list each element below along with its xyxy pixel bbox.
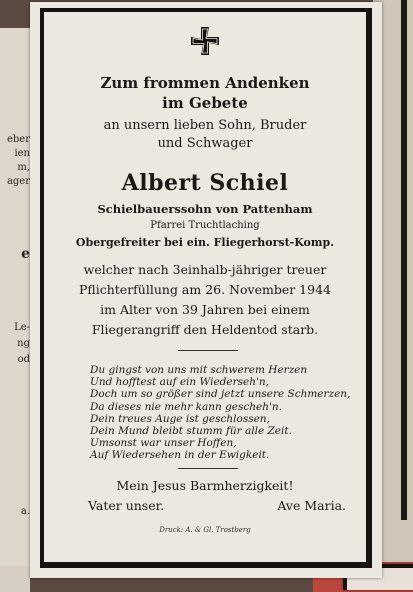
fragment-text: Le- xyxy=(14,322,30,333)
deceased-name: Albert Schiel xyxy=(121,170,289,196)
bio-line-1: welcher nach 3einhalb-jähriger treuer xyxy=(83,262,327,277)
rank-line: Obergefreiter bei ein. Fliegerhorst-Komp. xyxy=(75,236,335,249)
bio-line-2: Pflichterfüllung am 26. November 1944 xyxy=(78,282,331,297)
prayer-line: Mein Jesus Barmherzigkeit! xyxy=(116,478,294,493)
ave-maria-text: Ave Maria. xyxy=(277,498,346,513)
fragment-text: ager xyxy=(6,176,30,187)
vater-unser-text: Vater unser. xyxy=(88,498,165,513)
fragment-text: ien xyxy=(14,148,30,159)
background-card-bottom-left xyxy=(0,566,30,592)
parish-line: Pfarrei Truchtlaching xyxy=(150,220,260,231)
poem-line: Auf Wiedersehen in der Ewigkeit. xyxy=(90,449,270,462)
poem-line: Du gingst von uns mit schwerem Herzen xyxy=(90,364,308,376)
memorial-card xyxy=(30,2,382,578)
fragment-text: eber xyxy=(6,134,30,145)
poem-line: Dein Mund bleibt stumm für alle Zeit. xyxy=(90,425,292,438)
poem-line: Und hofftest auf ein Wiederseh'n, xyxy=(90,376,269,389)
heading-line-2: im Gebete xyxy=(162,94,248,112)
heading-line-1: Zum frommen Andenken xyxy=(100,74,310,92)
divider-line xyxy=(178,468,238,469)
iron-cross-icon xyxy=(190,26,220,56)
intro-line-1: an unsern lieben Sohn, Bruder xyxy=(103,118,307,133)
poem-block xyxy=(90,364,356,462)
fragment-text: od xyxy=(17,354,30,365)
poem-line: Dein treues Auge ist geschlossen, xyxy=(90,412,270,425)
border-stripe xyxy=(401,0,407,520)
fragment-text: m, xyxy=(17,162,30,173)
fragment-text: a. xyxy=(20,506,30,517)
bio-line-4: Fliegerangriff den Heldentod starb. xyxy=(91,322,319,337)
poem-line: Da dieses nie mehr kann gescheh'n. xyxy=(90,400,283,413)
fragment-text: e xyxy=(21,246,30,262)
poem-line: Umsonst war unser Hoffen, xyxy=(90,437,237,450)
intro-line-2: und Schwager xyxy=(157,136,253,151)
black-border-frame xyxy=(40,8,372,568)
divider-line xyxy=(178,350,238,351)
fragment-text: ng xyxy=(17,338,30,349)
printer-imprint: Druck: A. & Gl. Trostberg xyxy=(159,526,251,534)
poem-line: Doch um so größer sind jetzt unsere Schmerzen, xyxy=(90,388,351,401)
bio-line-3: im Alter von 39 Jahren bei einem xyxy=(100,302,310,317)
origin-line: Schielbauerssohn von Pattenham xyxy=(97,202,313,216)
